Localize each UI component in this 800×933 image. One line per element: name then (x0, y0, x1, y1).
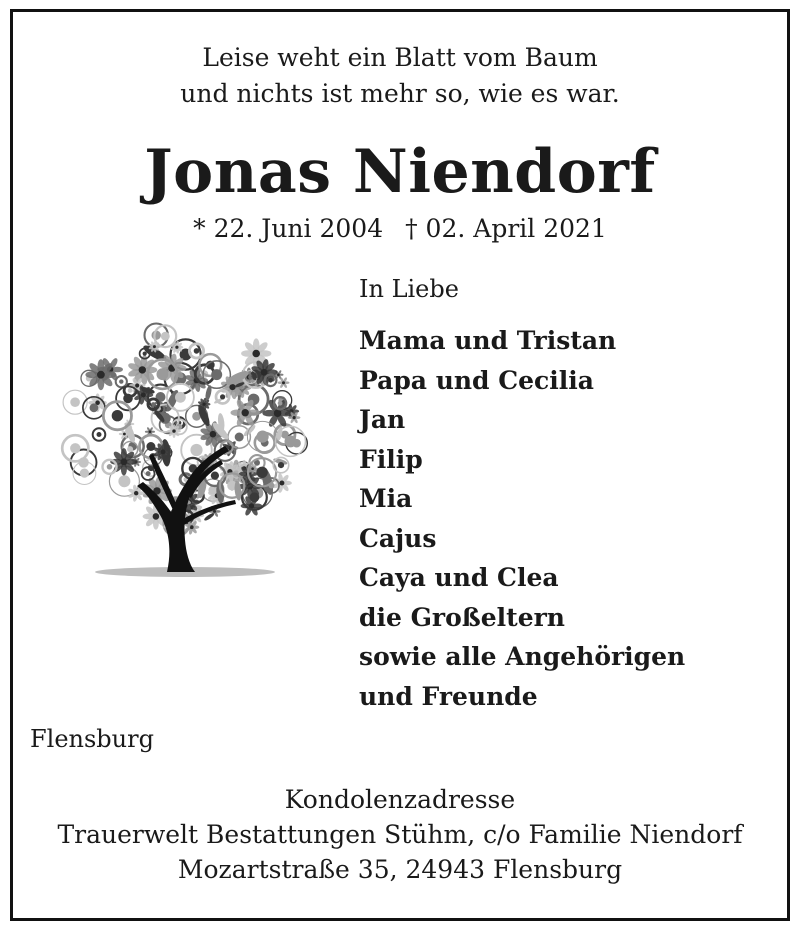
poem-line: und nichts ist mehr so, wie es war. (180, 79, 620, 108)
life-dates (0, 212, 800, 246)
mourner-name: Mama und Tristan (359, 326, 617, 355)
mourners-intro: In Liebe (359, 275, 459, 303)
mourner-name: Mia (359, 484, 413, 513)
mourner-name: Cajus (359, 523, 437, 553)
mourner-name: Papa und Cecilia (359, 365, 594, 395)
poem-line: Leise weht ein Blatt vom Baum (202, 43, 598, 72)
flower-tree-icon (55, 320, 315, 582)
condolence-line: Mozartstraße 35, 24943 Flensburg (177, 855, 623, 884)
death-date: † 02. April 2021 (405, 214, 607, 243)
poem (0, 40, 800, 112)
mourner-name: Filip (359, 444, 423, 474)
mourners-list (359, 321, 685, 716)
mourner-name: sowie alle Angehörigen (359, 642, 686, 671)
mourner-name: und Freunde (359, 681, 538, 711)
mourner-name: Jan (359, 405, 406, 434)
place-name: Flensburg (30, 725, 154, 753)
birth-date: * 22. Juni 2004 (193, 214, 384, 243)
condolence-heading: Kondolenzadresse (284, 785, 516, 814)
mourner-name: Caya und Clea (359, 563, 559, 592)
mourner-name: die Großeltern (359, 602, 565, 632)
deceased-name: Jonas Niendorf (144, 137, 656, 207)
condolence-line: Trauerwelt Bestattungen Stühm, c/o Familie Niendorf (57, 820, 743, 849)
condolence-address (0, 782, 800, 887)
